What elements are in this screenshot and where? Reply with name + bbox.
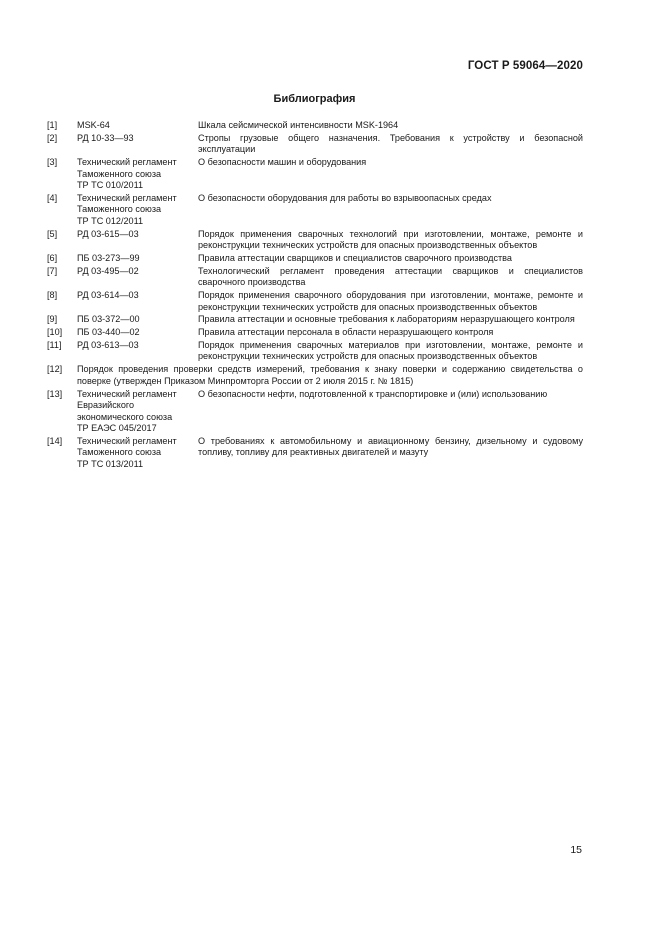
- bib-entry-12: [47, 364, 583, 387]
- bib-entry-description: Правила аттестации персонала в области неразрушающего контроля: [198, 327, 494, 338]
- bib-entry-description: Порядок проведения проверки средств измерений, требования к знаку поверки и содержанию свидетельства о поверке (утвержден Приказом Минпромторга России от 2 июля 2015 г. № 1815): [77, 364, 583, 386]
- bib-entry-13: [47, 389, 583, 435]
- bib-entry-code: РД 03-495—02: [77, 265, 139, 276]
- bib-entry-description: Порядок применения сварочного оборудования при изготовлении, монтаже, ремонте и реконструкции технических устройств для опасных производственных объектов: [198, 290, 583, 312]
- bib-entry-code: MSK-64: [77, 120, 110, 130]
- bib-entry-number: [9]: [47, 314, 58, 325]
- bib-entry-11: [47, 340, 583, 363]
- bib-entry-code: Технический регламент Евразийского экономического союза ТР ЕАЭС 045/2017: [77, 388, 177, 434]
- bib-entry-5: [47, 229, 583, 252]
- bib-entry-number: [13]: [47, 388, 63, 399]
- bib-entry-description: О безопасности оборудования для работы во взрывоопасных средах: [198, 192, 492, 203]
- bib-entry-6: [47, 253, 583, 265]
- bib-entry-code: РД 03-614—03: [77, 290, 139, 301]
- bib-entry-number: [10]: [47, 327, 63, 338]
- bib-entry-code: РД 10-33—93: [77, 132, 134, 143]
- bib-entry-code: Технический регламент Таможенного союза ТР ТС 013/2011: [77, 435, 177, 469]
- bib-entry-description: О безопасности нефти, подготовленной к транспортировке и (или) использованию: [198, 388, 548, 399]
- bib-entry-number: [5]: [47, 228, 58, 239]
- bib-entry-description: Порядок применения сварочных технологий при изготовлении, монтаже, ремонте и реконструкции технических устройств для опасных производственных объектов: [198, 228, 583, 251]
- bib-entry-number: [6]: [47, 252, 58, 263]
- bib-entry-description: Шкала сейсмической интенсивности MSK-1964: [198, 120, 399, 130]
- bib-entry-number: [7]: [47, 265, 58, 276]
- bib-entry-14: [47, 436, 583, 471]
- bib-entry-number: [2]: [47, 132, 58, 143]
- bib-entry-number: [3]: [47, 157, 58, 168]
- bib-entry-description: Правила аттестации сварщиков и специалистов сварочного производства: [198, 252, 512, 263]
- bib-entry-description: Стропы грузовые общего назначения. Требования к устройству и безопасной эксплуатации: [198, 132, 583, 155]
- bib-entry-code: ПБ 03-440—02: [77, 327, 140, 338]
- bib-entry-description: Порядок применения сварочных материалов при изготовлении, монтаже, ремонте и реконструкции технических устройств для опасных производственных объектов: [198, 339, 583, 362]
- bib-entry-number: [14]: [47, 435, 63, 446]
- document-id: ГОСТ Р 59064—2020: [467, 60, 583, 72]
- bib-entry-9: [47, 314, 583, 326]
- bib-entry-number: [4]: [47, 192, 58, 203]
- bib-entry-code: РД 03-613—03: [77, 339, 139, 350]
- bib-entry-description: Правила аттестации и основные требования к лабораториям неразрушающего контроля: [198, 314, 575, 325]
- bib-entry-number: [1]: [47, 120, 58, 130]
- bib-entry-3: [47, 157, 583, 192]
- bib-entry-4: [47, 193, 583, 228]
- bib-entry-code: ПБ 03-372—00: [77, 314, 140, 325]
- bib-entry-description: Технологический регламент проведения аттестации сварщиков и специалистов сварочного производства: [198, 265, 583, 288]
- section-title: Библиография: [273, 93, 356, 105]
- bib-entry-number: [8]: [47, 290, 58, 301]
- bib-entry-8: [47, 290, 583, 313]
- bib-entry-1: [47, 120, 583, 132]
- bib-entry-code: РД 03-615—03: [77, 228, 139, 239]
- bib-entry-code: Технический регламент Таможенного союза ТР ТС 010/2011: [77, 157, 177, 191]
- bib-entry-2: [47, 133, 583, 156]
- bib-entry-7: [47, 266, 583, 289]
- bib-entry-description: О требованиях к автомобильному и авиационному бензину, дизельному и судовому топливу, топливу для реактивных двигателей и мазуту: [198, 435, 583, 458]
- bib-entry-description: О безопасности машин и оборудования: [198, 157, 367, 168]
- bib-entry-number: [11]: [47, 339, 62, 350]
- page-number: 15: [570, 844, 582, 856]
- bib-entry-code: ПБ 03-273—99: [77, 252, 140, 263]
- bib-entry-code: Технический регламент Таможенного союза ТР ТС 012/2011: [77, 192, 177, 226]
- bib-entry-number: [12]: [47, 364, 63, 375]
- bib-entry-10: [47, 327, 583, 339]
- bibliography-list: [47, 120, 583, 472]
